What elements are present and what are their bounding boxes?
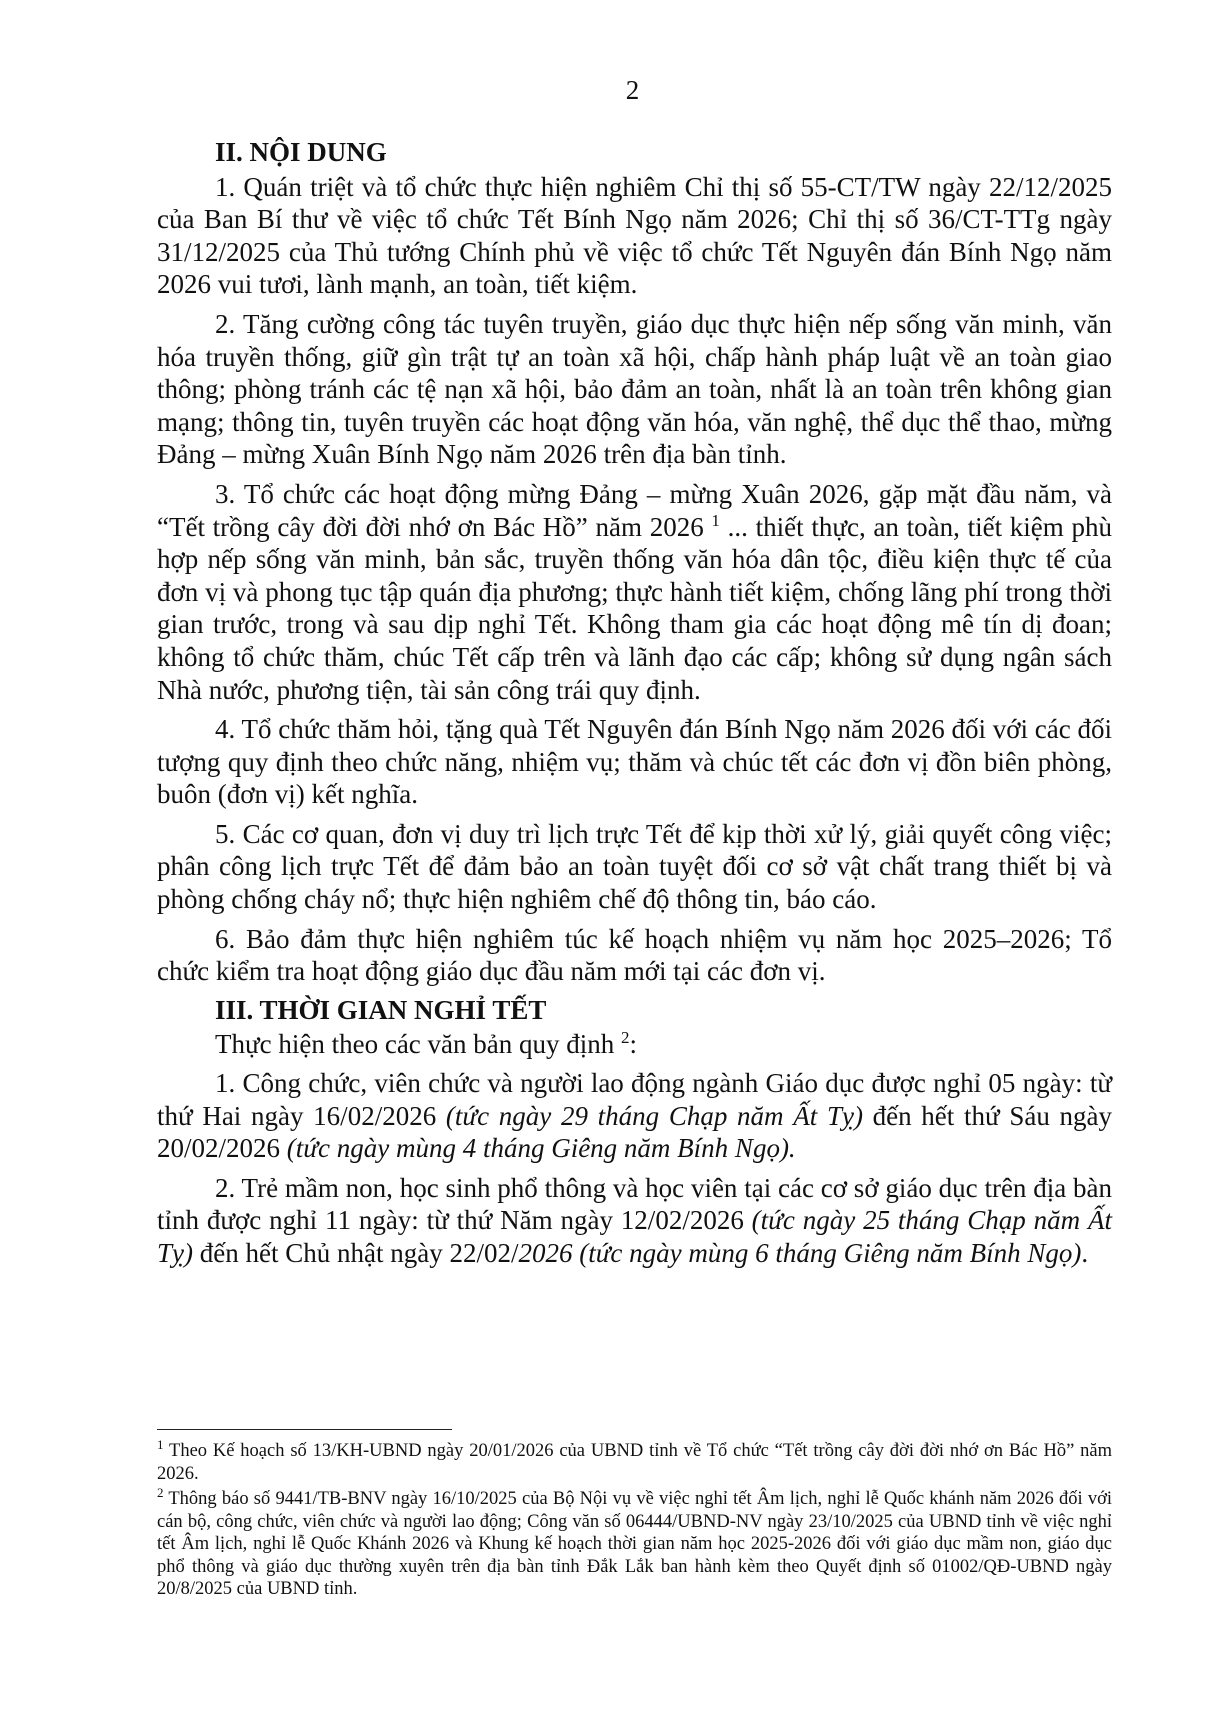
footnote-1 bbox=[157, 1436, 1112, 1485]
footnote-ref-1[interactable]: 1 bbox=[711, 510, 720, 530]
content-item-5: 5. Các cơ quan, đơn vị duy trì lịch trực Tết để kịp thời xử lý, giải quyết công việc; phân công lịch trực Tết để đảm bảo an toàn tuyệt đối cơ sở vật chất trang thiết bị và phòng chống cháy nổ; thực hiện nghiêm chế độ thông tin, báo cáo. bbox=[157, 818, 1112, 915]
footnote-2-text: Thông báo số 9441/TB-BNV ngày 16/10/2025 của Bộ Nội vụ về việc nghỉ tết Âm lịch, nghỉ lễ Quốc khánh năm 2026 đối với cán bộ, công chức, viên chức và người lao động; Công văn số 06444/UBND-NV ngày 23/10/2025 của UBND tỉnh về việc nghỉ tết Âm lịch, nghỉ lễ Quốc Khánh 2026 và Khung kế hoạch thời gian năm học 2025-2026 đối với giáo dục mầm non, giáo dục phổ thông và giáo dục thường xuyên trên địa bàn tỉnh Đắk Lắk ban hành kèm theo Quyết định số 01002/QĐ-UBND ngày 20/8/2025 của UBND tỉnh. bbox=[157, 1489, 1112, 1599]
content-item-3-text-start: 3. Tổ chức các hoạt động mừng Đảng – mừng Xuân 2026, gặp mặt đầu năm, và “Tết trồng cây đời đời nhớ ơn Bác Hồ” năm 2026 bbox=[157, 478, 1112, 542]
document-body bbox=[157, 136, 1112, 1277]
content-item-4: 4. Tổ chức thăm hỏi, tặng quà Tết Nguyên đán Bính Ngọ năm 2026 đối với các đối tượng quy định theo chức năng, nhiệm vụ; thăm và chúc tết các đơn vị đồn biên phòng, buôn (đơn vị) kết nghĩa. bbox=[157, 714, 1112, 810]
content-item-3 bbox=[157, 478, 1112, 706]
holiday-item-1-lunar-start: (tức ngày 29 tháng Chạp năm Ất Tỵ) bbox=[445, 1100, 863, 1131]
footnote-2-mark: 2 bbox=[157, 1484, 164, 1500]
content-item-1: 1. Quán triệt và tổ chức thực hiện nghiêm Chỉ thị số 55-CT/TW ngày 22/12/2025 của Ban Bí thư về việc tổ chức Tết Bính Ngọ năm 2026; Chỉ thị số 36/CT-TTg ngày 31/12/2025 của Thủ tướng Chính phủ về việc tổ chức Tết Nguyên đán Bính Ngọ năm 2026 vui tươi, lành mạnh, an toàn, tiết kiệm. bbox=[157, 171, 1112, 300]
footnote-1-mark: 1 bbox=[157, 1436, 164, 1452]
content-item-3-text-end: ... thiết thực, an toàn, tiết kiệm phù hợp nếp sống văn minh, bản sắc, truyền thống văn hóa dân tộc, điều kiện thực tế của đơn vị và phong tục tập quán địa phương; thực hành tiết kiệm, chống lãng phí trong thời gian trước, trong và sau dịp nghỉ Tết. Không tham gia các hoạt động mê tín dị đoan; không tổ chức thăm, chúc Tết cấp trên và lãnh đạo các cấp; không sử dụng ngân sách Nhà nước, phương tiện, tài sản công trái quy định. bbox=[157, 511, 1112, 705]
holiday-item-1-a: 1. Công chức, viên chức và người lao động ngành Giáo dục được nghỉ 05 ngày: từ thứ Hai ngày 16/02/2026 bbox=[157, 1068, 1112, 1131]
footnote-2 bbox=[157, 1484, 1112, 1601]
holiday-item-2-lunar-end: 2026 (tức ngày mùng 6 tháng Giêng năm Bính Ngọ) bbox=[518, 1238, 1082, 1268]
holiday-item-2-end: . bbox=[1081, 1238, 1089, 1268]
holiday-intro bbox=[157, 1028, 1112, 1061]
holiday-item-1-lunar-end: (tức ngày mùng 4 tháng Giêng năm Bính Ngọ). bbox=[286, 1133, 796, 1164]
holiday-item-2-lunar-start: (tức ngày 25 tháng Chạp năm Ất Tỵ) bbox=[157, 1205, 1112, 1268]
holiday-intro-text: Thực hiện theo các văn bản quy định bbox=[215, 1029, 622, 1060]
footnote-divider bbox=[157, 1429, 452, 1430]
content-item-2: 2. Tăng cường công tác tuyên truyền, giáo dục thực hiện nếp sống văn minh, văn hóa truyền thống, giữ gìn trật tự an toàn xã hội, chấp hành pháp luật về an toàn giao thông; phòng tránh các tệ nạn xã hội, bảo đảm an toàn, nhất là an toàn trên không gian mạng; thông tin, tuyên truyền các hoạt động văn hóa, văn nghệ, thể dục thể thao, mừng Đảng – mừng Xuân Bính Ngọ năm 2026 trên địa bàn tỉnh. bbox=[157, 308, 1112, 470]
section-heading-content: II. NỘI DUNG bbox=[215, 137, 387, 167]
holiday-item-1-c: đến hết thứ Sáu ngày 20/02/2026 bbox=[157, 1100, 1112, 1164]
page-number: 2 bbox=[625, 75, 640, 105]
footnote-1-text: Theo Kế hoạch số 13/KH-UBND ngày 20/01/2026 của UBND tỉnh về Tổ chức “Tết trồng cây đời đời nhớ ơn Bác Hồ” năm 2026. bbox=[157, 1441, 1112, 1484]
footnote-ref-2[interactable]: 2 bbox=[621, 1028, 630, 1048]
content-item-6: 6. Bảo đảm thực hiện nghiêm túc kế hoạch nhiệm vụ năm học 2025–2026; Tổ chức kiểm tra hoạt động giáo dục đầu năm mới tại các đơn vị. bbox=[157, 923, 1112, 987]
holiday-item-2-a: 2. Trẻ mầm non, học sinh phổ thông và học viên tại các cơ sở giáo dục trên địa bàn tỉnh được nghỉ 11 ngày: từ thứ Năm ngày 12/02/2026 bbox=[157, 1172, 1112, 1236]
footnotes bbox=[157, 1436, 1112, 1604]
holiday-item-2-c: đến hết Chủ nhật ngày 22/02/ bbox=[193, 1238, 519, 1268]
section-heading-holiday: III. THỜI GIAN NGHỈ TẾT bbox=[215, 994, 547, 1025]
holiday-intro-colon: : bbox=[629, 1029, 638, 1060]
holiday-item-1 bbox=[157, 1067, 1112, 1165]
holiday-item-2 bbox=[157, 1172, 1112, 1270]
